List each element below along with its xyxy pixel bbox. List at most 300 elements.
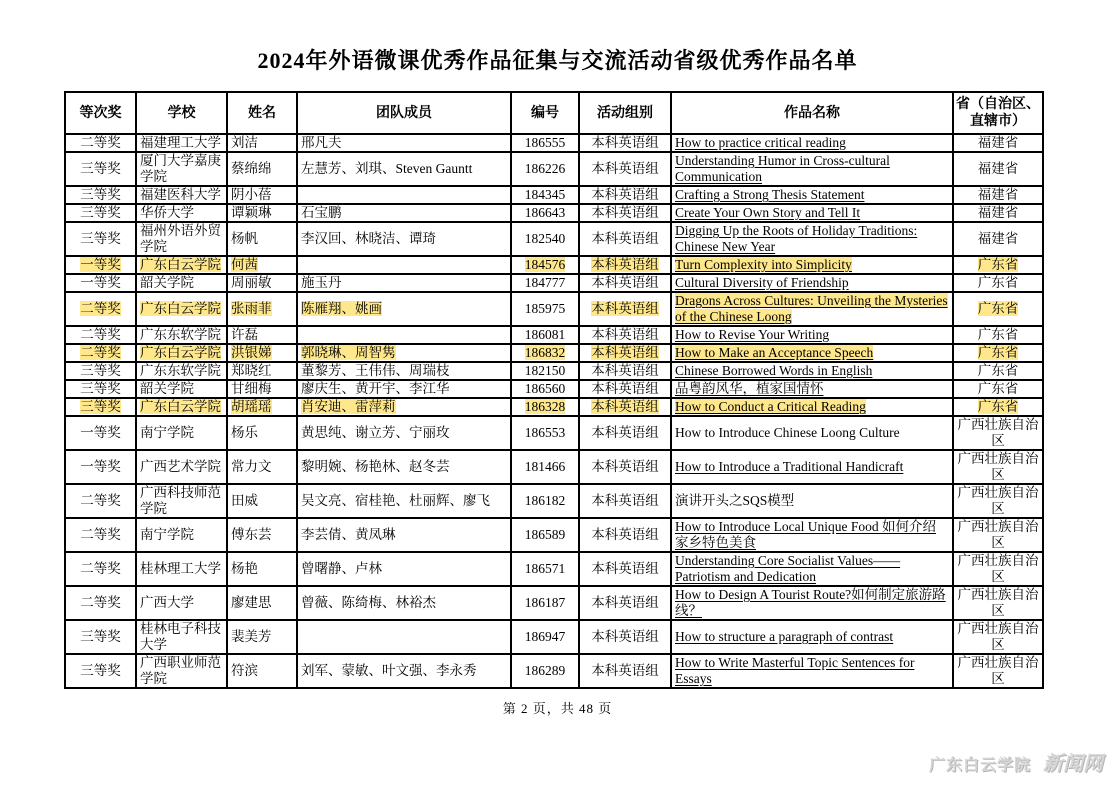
province-cell-text: 广西壮族自治区 [957, 587, 1039, 618]
members-cell-text: 吴文亮、宿桂艳、杜丽辉、廖飞 [301, 493, 490, 508]
id-cell-text: 182150 [524, 363, 566, 378]
id-cell-text: 186328 [524, 399, 566, 414]
award-cell-text: 一等奖 [80, 275, 121, 290]
title-cell [671, 152, 953, 186]
school-cell-text: 桂林理工大学 [140, 561, 221, 576]
school-cell [136, 134, 227, 152]
award-cell-text: 三等奖 [80, 231, 121, 246]
id-cell-text: 185975 [524, 301, 566, 316]
group-cell [579, 450, 671, 484]
name-cell [227, 518, 297, 552]
members-cell-text: 陈雁翔、姚画 [301, 301, 382, 316]
province-cell [953, 344, 1043, 362]
id-cell-text: 186560 [524, 381, 566, 396]
members-cell-text: 石宝鹏 [301, 205, 342, 220]
id-cell-text: 182540 [524, 231, 566, 246]
members-cell [297, 552, 511, 586]
members-cell [297, 204, 511, 222]
province-cell-text: 广西壮族自治区 [957, 519, 1039, 550]
group-cell [579, 654, 671, 688]
group-cell-text: 本科英语组 [591, 161, 659, 176]
id-cell [511, 326, 579, 344]
award-cell [65, 344, 136, 362]
group-cell-text: 本科英语组 [591, 363, 659, 378]
school-cell-text: 广东白云学院 [140, 257, 221, 272]
col-header-province: 省（自治区、直辖市） [953, 92, 1043, 134]
name-cell-text: 田威 [231, 493, 258, 508]
col-header-group: 活动组别 [579, 92, 671, 134]
award-cell [65, 134, 136, 152]
name-cell [227, 222, 297, 256]
id-cell-text: 184345 [524, 187, 566, 202]
title-cell [671, 654, 953, 688]
school-cell-text: 福建理工大学 [140, 135, 221, 150]
group-cell-text: 本科英语组 [591, 257, 659, 272]
school-cell [136, 256, 227, 274]
title-cell-text: Cultural Diversity of Friendship [675, 275, 849, 290]
id-cell [511, 484, 579, 518]
name-cell [227, 292, 297, 326]
award-cell-text: 二等奖 [80, 135, 121, 150]
table-row [65, 204, 1043, 222]
members-cell-text: 曾曙静、卢林 [301, 561, 382, 576]
province-cell [953, 274, 1043, 292]
group-cell [579, 134, 671, 152]
title-cell [671, 292, 953, 326]
id-cell [511, 152, 579, 186]
title-cell-text: How to structure a paragraph of contrast [675, 629, 894, 644]
watermark-university-name: 广东白云学院 [928, 757, 1031, 774]
members-cell-text: 郭晓琳、周智隽 [301, 345, 396, 360]
name-cell-text: 甘细梅 [231, 381, 272, 396]
members-cell [297, 274, 511, 292]
school-cell-text: 广东白云学院 [140, 301, 221, 316]
title-cell [671, 518, 953, 552]
col-header-title: 作品名称 [671, 92, 953, 134]
group-cell-text: 本科英语组 [591, 275, 659, 290]
province-cell [953, 292, 1043, 326]
members-cell-text: 黄思纯、谢立芳、宁丽玫 [301, 425, 450, 440]
id-cell-text: 186187 [524, 595, 566, 610]
award-cell-text: 三等奖 [80, 663, 121, 678]
name-cell-text: 谭颖琳 [231, 205, 272, 220]
award-cell [65, 222, 136, 256]
table-row [65, 416, 1043, 450]
id-cell-text: 186081 [524, 327, 566, 342]
province-cell [953, 326, 1043, 344]
title-cell-text: Understanding Core Socialist Values——Patriotism and Dedication [675, 553, 901, 584]
members-cell-text: 邢凡夫 [301, 135, 342, 150]
province-cell-text: 福建省 [977, 205, 1019, 220]
group-cell-text: 本科英语组 [591, 187, 659, 202]
table-row [65, 186, 1043, 204]
group-cell [579, 484, 671, 518]
title-cell-text: How to Revise Your Writing [675, 327, 830, 342]
table-row [65, 344, 1043, 362]
title-cell-text: How to practice critical reading [675, 135, 846, 150]
title-cell [671, 586, 953, 620]
name-cell [227, 204, 297, 222]
province-cell-text: 广东省 [977, 327, 1019, 342]
members-cell [297, 256, 511, 274]
province-cell-text: 广西壮族自治区 [957, 621, 1039, 652]
id-cell [511, 398, 579, 416]
table-row [65, 620, 1043, 654]
title-cell-text: How to Design A Tourist Route?如何制定旅游路线？ [675, 587, 946, 618]
page-number-footer: 第 2 页，共 48 页 [502, 701, 613, 716]
school-cell [136, 274, 227, 292]
page-title: 2024年外语微课优秀作品征集与交流活动省级优秀作品名单 [257, 48, 858, 73]
members-cell-text: 曾薇、陈绮梅、林裕杰 [301, 595, 436, 610]
site-watermark [929, 747, 1103, 776]
name-cell [227, 586, 297, 620]
id-cell-text: 184576 [524, 257, 566, 272]
province-cell [953, 134, 1043, 152]
name-cell-text: 蔡绵绵 [231, 161, 272, 176]
award-cell [65, 326, 136, 344]
group-cell [579, 416, 671, 450]
title-cell-text: How to Introduce Chinese Loong Culture [675, 425, 900, 440]
group-cell [579, 274, 671, 292]
province-cell-text: 福建省 [977, 231, 1019, 246]
table-row [65, 484, 1043, 518]
award-cell-text: 三等奖 [80, 187, 121, 202]
members-cell [297, 620, 511, 654]
group-cell-text: 本科英语组 [591, 205, 659, 220]
members-cell [297, 134, 511, 152]
title-cell [671, 344, 953, 362]
table-row [65, 654, 1043, 688]
id-cell-text: 186289 [524, 663, 566, 678]
school-cell [136, 586, 227, 620]
province-cell [953, 552, 1043, 586]
award-cell [65, 484, 136, 518]
award-cell [65, 450, 136, 484]
members-cell-text: 施玉丹 [301, 275, 342, 290]
province-cell-text: 广东省 [977, 301, 1019, 316]
award-cell-text: 二等奖 [80, 327, 121, 342]
table-row [65, 552, 1043, 586]
school-cell [136, 552, 227, 586]
province-cell [953, 518, 1043, 552]
award-cell [65, 274, 136, 292]
members-cell-text: 李芸倩、黄凤琳 [301, 527, 396, 542]
name-cell-text: 胡瑶瑶 [231, 399, 272, 414]
school-cell [136, 654, 227, 688]
province-cell [953, 586, 1043, 620]
header-row [65, 92, 1043, 134]
award-cell [65, 518, 136, 552]
name-cell [227, 186, 297, 204]
award-cell [65, 654, 136, 688]
id-cell-text: 186832 [524, 345, 566, 360]
name-cell-text: 符滨 [231, 663, 258, 678]
id-cell [511, 518, 579, 552]
school-cell-text: 广东白云学院 [140, 345, 221, 360]
province-cell-text: 广东省 [977, 363, 1019, 378]
col-header-name: 姓名 [227, 92, 297, 134]
name-cell-text: 杨艳 [231, 561, 258, 576]
watermark-news-network: 新闻网 [1043, 753, 1103, 775]
province-cell-text: 广东省 [977, 399, 1019, 414]
group-cell-text: 本科英语组 [591, 493, 659, 508]
school-cell-text: 华侨大学 [140, 205, 194, 220]
members-cell-text: 肖安迪、雷萍莉 [301, 399, 396, 414]
group-cell [579, 518, 671, 552]
table-row [65, 398, 1043, 416]
table-row [65, 326, 1043, 344]
title-cell [671, 484, 953, 518]
school-cell-text: 南宁学院 [140, 425, 194, 440]
group-cell-text: 本科英语组 [591, 231, 659, 246]
group-cell-text: 本科英语组 [591, 629, 659, 644]
members-cell [297, 484, 511, 518]
name-cell-text: 周丽敏 [231, 275, 272, 290]
id-cell-text: 186571 [524, 561, 566, 576]
id-cell [511, 654, 579, 688]
group-cell [579, 586, 671, 620]
title-cell [671, 204, 953, 222]
title-cell [671, 362, 953, 380]
group-cell [579, 380, 671, 398]
award-cell-text: 三等奖 [80, 205, 121, 220]
title-cell [671, 256, 953, 274]
name-cell [227, 620, 297, 654]
title-cell-text: 演讲开头之SQS模型 [675, 493, 795, 508]
province-cell-text: 广东省 [977, 275, 1019, 290]
title-cell [671, 222, 953, 256]
table-row [65, 256, 1043, 274]
school-cell-text: 韶关学院 [140, 381, 194, 396]
award-cell [65, 292, 136, 326]
col-header-award: 等次奖 [65, 92, 136, 134]
title-cell-text: How to Introduce Local Unique Food 如何介绍家乡特色美食 [675, 519, 936, 550]
name-cell [227, 380, 297, 398]
members-cell [297, 292, 511, 326]
name-cell [227, 256, 297, 274]
id-cell [511, 620, 579, 654]
members-cell [297, 380, 511, 398]
members-cell [297, 186, 511, 204]
award-cell [65, 416, 136, 450]
name-cell-text: 廖建思 [231, 595, 272, 610]
award-cell-text: 三等奖 [80, 629, 121, 644]
group-cell [579, 256, 671, 274]
award-cell [65, 256, 136, 274]
school-cell [136, 518, 227, 552]
name-cell-text: 许磊 [231, 327, 258, 342]
school-cell-text: 福州外语外贸学院 [140, 223, 221, 254]
id-cell [511, 256, 579, 274]
title-cell [671, 274, 953, 292]
members-cell-text: 黎明婉、杨艳林、赵冬芸 [301, 459, 450, 474]
id-cell-text: 186182 [524, 493, 566, 508]
province-cell-text: 福建省 [977, 187, 1019, 202]
group-cell-text: 本科英语组 [591, 425, 659, 440]
school-cell [136, 152, 227, 186]
group-cell-text: 本科英语组 [591, 135, 659, 150]
province-cell [953, 380, 1043, 398]
school-cell-text: 广东东软学院 [140, 327, 221, 342]
title-cell-text: 品粤韵风华，植家国情怀 [675, 381, 824, 396]
province-cell-text: 福建省 [977, 135, 1019, 150]
award-cell-text: 三等奖 [80, 381, 121, 396]
name-cell [227, 416, 297, 450]
name-cell-text: 何茜 [231, 257, 258, 272]
title-cell-text: Digging Up the Roots of Holiday Traditions: Chinese New Year [675, 223, 918, 254]
id-cell [511, 186, 579, 204]
school-cell [136, 222, 227, 256]
table-row [65, 274, 1043, 292]
school-cell-text: 广东东软学院 [140, 363, 221, 378]
name-cell-text: 阴小蓓 [231, 187, 272, 202]
id-cell-text: 184777 [524, 275, 566, 290]
group-cell-text: 本科英语组 [591, 595, 659, 610]
award-cell-text: 二等奖 [80, 493, 121, 508]
school-cell [136, 204, 227, 222]
award-cell [65, 152, 136, 186]
group-cell [579, 152, 671, 186]
name-cell [227, 450, 297, 484]
school-cell-text: 韶关学院 [140, 275, 194, 290]
title-cell-text: Crafting a Strong Thesis Statement [675, 187, 865, 202]
id-cell-text: 186589 [524, 527, 566, 542]
award-cell-text: 三等奖 [80, 161, 121, 176]
school-cell [136, 398, 227, 416]
award-cell [65, 398, 136, 416]
award-cell [65, 380, 136, 398]
id-cell [511, 204, 579, 222]
table-row [65, 134, 1043, 152]
title-cell-text: Dragons Across Cultures: Unveiling the Mysteries of the Chinese Loong [675, 293, 948, 324]
col-header-school: 学校 [136, 92, 227, 134]
province-cell [953, 654, 1043, 688]
name-cell [227, 654, 297, 688]
name-cell-text: 裴美芳 [231, 629, 272, 644]
members-cell-text: 廖庆生、黄开宇、李江华 [301, 381, 450, 396]
province-cell-text: 广东省 [977, 345, 1019, 360]
school-cell-text: 广西大学 [140, 595, 194, 610]
table-row [65, 450, 1043, 484]
group-cell [579, 362, 671, 380]
title-cell-text: How to Conduct a Critical Reading [675, 399, 866, 414]
id-cell-text: 186643 [524, 205, 566, 220]
id-cell [511, 292, 579, 326]
group-cell-text: 本科英语组 [591, 459, 659, 474]
group-cell [579, 186, 671, 204]
school-cell [136, 292, 227, 326]
title-cell-text: Create Your Own Story and Tell It [675, 205, 861, 220]
id-cell [511, 380, 579, 398]
id-cell [511, 416, 579, 450]
name-cell-text: 刘洁 [231, 135, 258, 150]
id-cell-text: 181466 [524, 459, 566, 474]
group-cell-text: 本科英语组 [591, 399, 659, 414]
title-cell [671, 416, 953, 450]
province-cell [953, 398, 1043, 416]
group-cell [579, 552, 671, 586]
award-cell-text: 二等奖 [80, 345, 121, 360]
province-cell [953, 256, 1043, 274]
group-cell-text: 本科英语组 [591, 663, 659, 678]
province-cell-text: 福建省 [977, 161, 1019, 176]
group-cell [579, 326, 671, 344]
name-cell [227, 326, 297, 344]
school-cell [136, 380, 227, 398]
school-cell-text: 桂林电子科技大学 [140, 621, 221, 652]
members-cell-text: 刘军、蒙敏、叶文强、李永秀 [301, 663, 477, 678]
members-cell [297, 326, 511, 344]
members-cell [297, 222, 511, 256]
id-cell [511, 586, 579, 620]
title-cell [671, 620, 953, 654]
group-cell [579, 620, 671, 654]
school-cell-text: 南宁学院 [140, 527, 194, 542]
name-cell [227, 134, 297, 152]
members-cell [297, 416, 511, 450]
award-cell [65, 586, 136, 620]
name-cell-text: 杨帆 [231, 231, 258, 246]
members-cell [297, 362, 511, 380]
group-cell-text: 本科英语组 [591, 381, 659, 396]
province-cell-text: 广西壮族自治区 [957, 451, 1039, 482]
school-cell [136, 484, 227, 518]
title-cell-text: How to Introduce a Traditional Handicraft [675, 459, 904, 474]
group-cell [579, 398, 671, 416]
name-cell-text: 傅东芸 [231, 527, 272, 542]
table-row [65, 380, 1043, 398]
members-cell [297, 450, 511, 484]
group-cell [579, 204, 671, 222]
name-cell [227, 398, 297, 416]
province-cell [953, 620, 1043, 654]
title-cell [671, 380, 953, 398]
title-cell [671, 134, 953, 152]
table-row [65, 292, 1043, 326]
id-cell-text: 186226 [524, 161, 566, 176]
province-cell-text: 广西壮族自治区 [957, 553, 1039, 584]
award-cell-text: 二等奖 [80, 301, 121, 316]
title-cell-text: Chinese Borrowed Words in English [675, 363, 873, 378]
name-cell [227, 362, 297, 380]
members-cell-text: 李汉回、林晓洁、谭琦 [301, 231, 436, 246]
award-cell [65, 204, 136, 222]
award-cell-text: 一等奖 [80, 425, 121, 440]
province-cell-text: 广东省 [977, 381, 1019, 396]
school-cell-text: 厦门大学嘉庚学院 [140, 153, 221, 184]
group-cell [579, 222, 671, 256]
id-cell [511, 274, 579, 292]
id-cell [511, 134, 579, 152]
group-cell [579, 344, 671, 362]
name-cell [227, 274, 297, 292]
province-cell [953, 152, 1043, 186]
award-cell-text: 一等奖 [80, 459, 121, 474]
name-cell [227, 152, 297, 186]
name-cell-text: 郑晓红 [231, 363, 272, 378]
school-cell [136, 344, 227, 362]
table-row [65, 362, 1043, 380]
members-cell [297, 152, 511, 186]
group-cell-text: 本科英语组 [591, 345, 659, 360]
award-cell [65, 552, 136, 586]
school-cell [136, 450, 227, 484]
title-cell [671, 326, 953, 344]
province-cell-text: 广西壮族自治区 [957, 417, 1039, 448]
school-cell-text: 广东白云学院 [140, 399, 221, 414]
school-cell-text: 福建医科大学 [140, 187, 221, 202]
province-cell [953, 222, 1043, 256]
